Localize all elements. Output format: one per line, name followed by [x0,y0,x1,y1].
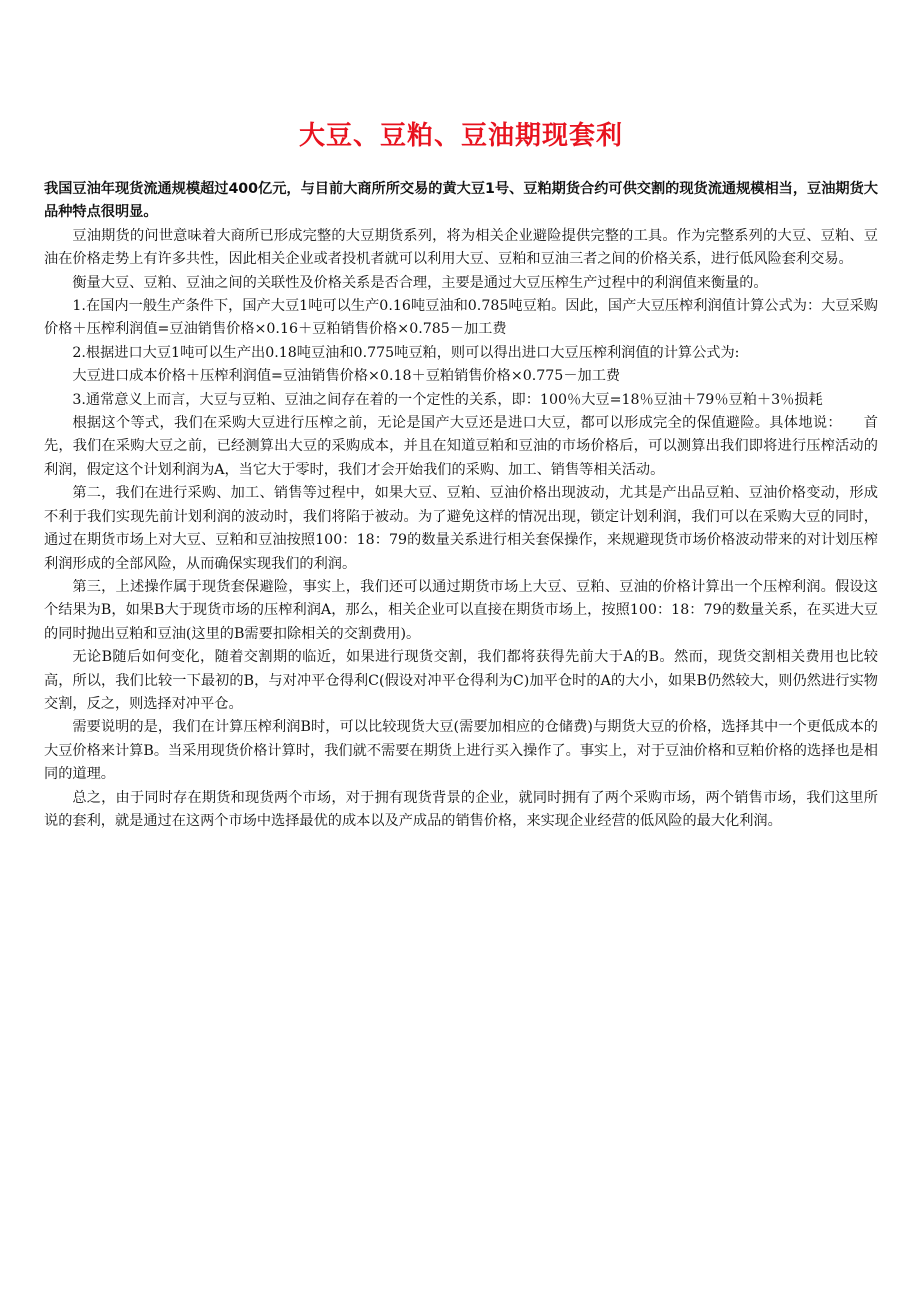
paragraph-third: 第三，上述操作属于现货套保避险，事实上，我们还可以通过期货市场上大豆、豆粕、豆油的价格计算出一个压榨利润。假设这个结果为B，如果B大于现货市场的压榨利润A，那么，相关企业可以直接在期货市场上，按照100：18：79的数量关系，在买进大豆的同时抛出豆粕和豆油(这里的B需要扣除相关的交割费用)。 [44,578,878,642]
lead-paragraph: 我国豆油年现货流通规模超过400亿元，与目前大商所所交易的黄大豆1号、豆粕期货合约可供交割的现货流通规模相当，豆油期货大品种特点很明显。 [44,181,878,221]
paragraph-measure: 衡量大豆、豆粕、豆油之间的关联性及价格关系是否合理，主要是通过大豆压榨生产过程中的利润值来衡量的。 [72,274,768,291]
document-title: 大豆、豆粕、豆油期现套利 [298,121,623,151]
paragraph-ratio: 3.通常意义上而言，大豆与豆粕、豆油之间存在着的一个定性的关系，即：100％大豆=18％豆油＋79％豆粕＋3％损耗 [72,391,823,408]
paragraph-note: 需要说明的是，我们在计算压榨利润B时，可以比较现货大豆(需要加相应的仓储费)与期货大豆的价格，选择其中一个更低成本的大豆价格来计算B。当采用现货价格计算时，我们就不需要在期货上进行买入操作了。事实上，对于豆油价格和豆粕价格的选择也是相同的道理。 [44,719,878,783]
paragraph-import-intro: 2.根据进口大豆1吨可以生产出0.18吨豆油和0.775吨豆粕，则可以得出进口大豆压榨利润值的计算公式为: [72,344,740,361]
paragraph-delivery: 无论B随后如何变化，随着交割期的临近，如果进行现货交割，我们都将获得先前大于A的B。然而，现货交割相关费用也比较高，所以，我们比较一下最初的B，与对冲平仓得利C(假设对冲平仓得利为C)加平仓时的A的大小，如果B仍然较大，则仍然进行实物交割，反之，则选择对冲平仓。 [44,649,878,712]
paragraph-domestic-formula: 1.在国内一般生产条件下，国产大豆1吨可以生产0.16吨豆油和0.785吨豆粕。因此，国产大豆压榨利润值计算公式为：大豆采购价格＋压榨利润值=豆油销售价格×0.16＋豆粕销售价格×0.785－加工费 [44,298,878,338]
paragraph-second: 第二，我们在进行采购、加工、销售等过程中，如果大豆、豆粕、豆油价格出现波动，尤其是产出品豆粕、豆油价格变动，形成不利于我们实现先前计划利润的波动时，我们将陷于被动。为了避免这样的情况出现，锁定计划利润，我们可以在采购大豆的同时，通过在期货市场上对大豆、豆粕和豆油按照100：18：79的数量关系进行相关套保操作，来规避现货市场价格波动带来的对计划压榨利润形成的全部风险，从而确保实现我们的利润。 [44,485,878,572]
paragraph-conclusion: 总之，由于同时存在期货和现货两个市场，对于拥有现货背景的企业，就同时拥有了两个采购市场，两个销售市场，我们这里所说的套利，就是通过在这两个市场中选择最优的成本以及产成品的销售价格，来实现企业经营的低风险的最大化利润。 [44,789,878,829]
paragraph-import-formula: 大豆进口成本价格＋压榨利润值=豆油销售价格×0.18＋豆粕销售价格×0.775－加工费 [72,368,621,385]
paragraph-first: 根据这个等式，我们在采购大豆进行压榨之前，无论是国产大豆还是进口大豆，都可以形成完全的保值避险。具体地说： 首先，我们在采购大豆之前，已经测算出大豆的采购成本，并且在知道豆粕和豆油的市场价格后，可以测算出我们即将进行压榨活动的利润，假定这个计划利润为A，当它大于零时，我们才会开始我们的采购、加工、销售等相关活动。 [44,415,878,478]
document-body [44,225,878,834]
document-page [44,0,878,833]
paragraph-intro: 豆油期货的问世意味着大商所已形成完整的大豆期货系列，将为相关企业避险提供完整的工具。作为完整系列的大豆、豆粕、豆油在价格走势上有许多共性，因此相关企业或者投机者就可以利用大豆、豆粕和豆油三者之间的价格关系，进行低风险套利交易。 [44,227,878,268]
